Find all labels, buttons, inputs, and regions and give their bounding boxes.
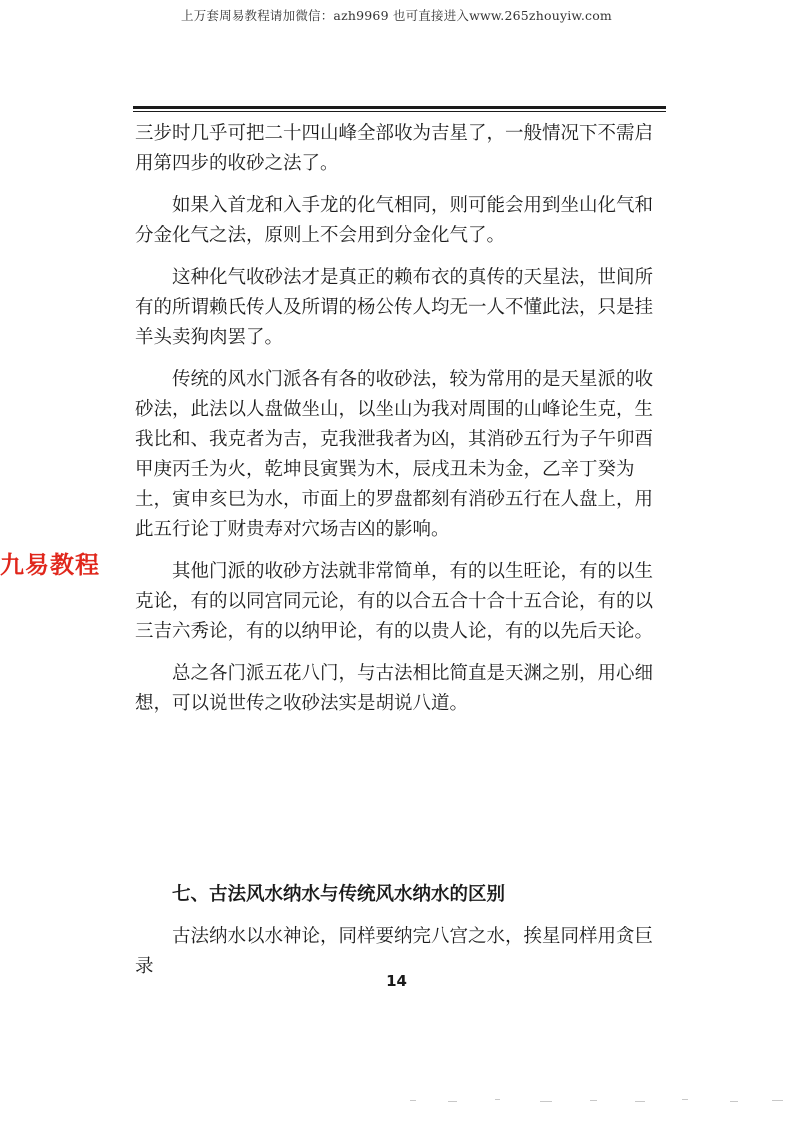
paragraph-5: 其他门派的收砂方法就非常简单，有的以生旺论，有的以生克论，有的以同宫同元论，有的以合五合十合十五合论，有的以三吉六秀论，有的以纳甲论，有的以贵人论，有的以先后天论。 [135,561,654,642]
paragraph-2: 如果入首龙和入手龙的化气相同，则可能会用到坐山化气和分金化气之法，原则上不会用到分金化气了。 [135,195,654,246]
page-header: 上万套周易教程请加微信：azh9969 也可直接进入www.265zhouyiw.com [181,8,612,23]
header-rule-thin [133,111,666,112]
paragraph-1: 三步时几乎可把二十四山峰全部收为吉星了，一般情况下不需启用第四步的收砂之法了。 [135,123,654,174]
scan-specks [400,1095,793,1105]
paragraph-6: 总之各门派五花八门，与古法相比简直是天渊之别，用心细想，可以说世传之收砂法实是胡说八道。 [135,663,654,714]
page-number: 14 [386,972,407,990]
section-title: 七、古法风水纳水与传统风水纳水的区别 [172,884,506,905]
watermark-logo: 九易教程 [0,551,100,579]
section-first-line: 古法纳水以水神论，同样要纳完八宫之水，挨星同样用贪巨录 [135,926,654,977]
paragraph-3: 这种化气收砂法才是真正的赖布衣的真传的天星法，世间所有的所谓赖氏传人及所谓的杨公传人均无一人不懂此法，只是挂羊头卖狗肉罢了。 [135,267,654,348]
header-rule-thick [133,106,666,109]
paragraph-4: 传统的风水门派各有各的收砂法，较为常用的是天星派的收砂法，此法以人盘做坐山，以坐山为我对周围的山峰论生克，生我比和、我克者为吉，克我泄我者为凶，其消砂五行为子午卯酉甲庚丙壬为火，乾坤艮寅巽为木，辰戌丑未为金，乙辛丁癸为土，寅申亥巳为水，市面上的罗盘都刻有消砂五行在人盘上，用此五行论丁财贵寿对穴场吉凶的影响。 [135,369,654,540]
body-text [135,119,665,731]
